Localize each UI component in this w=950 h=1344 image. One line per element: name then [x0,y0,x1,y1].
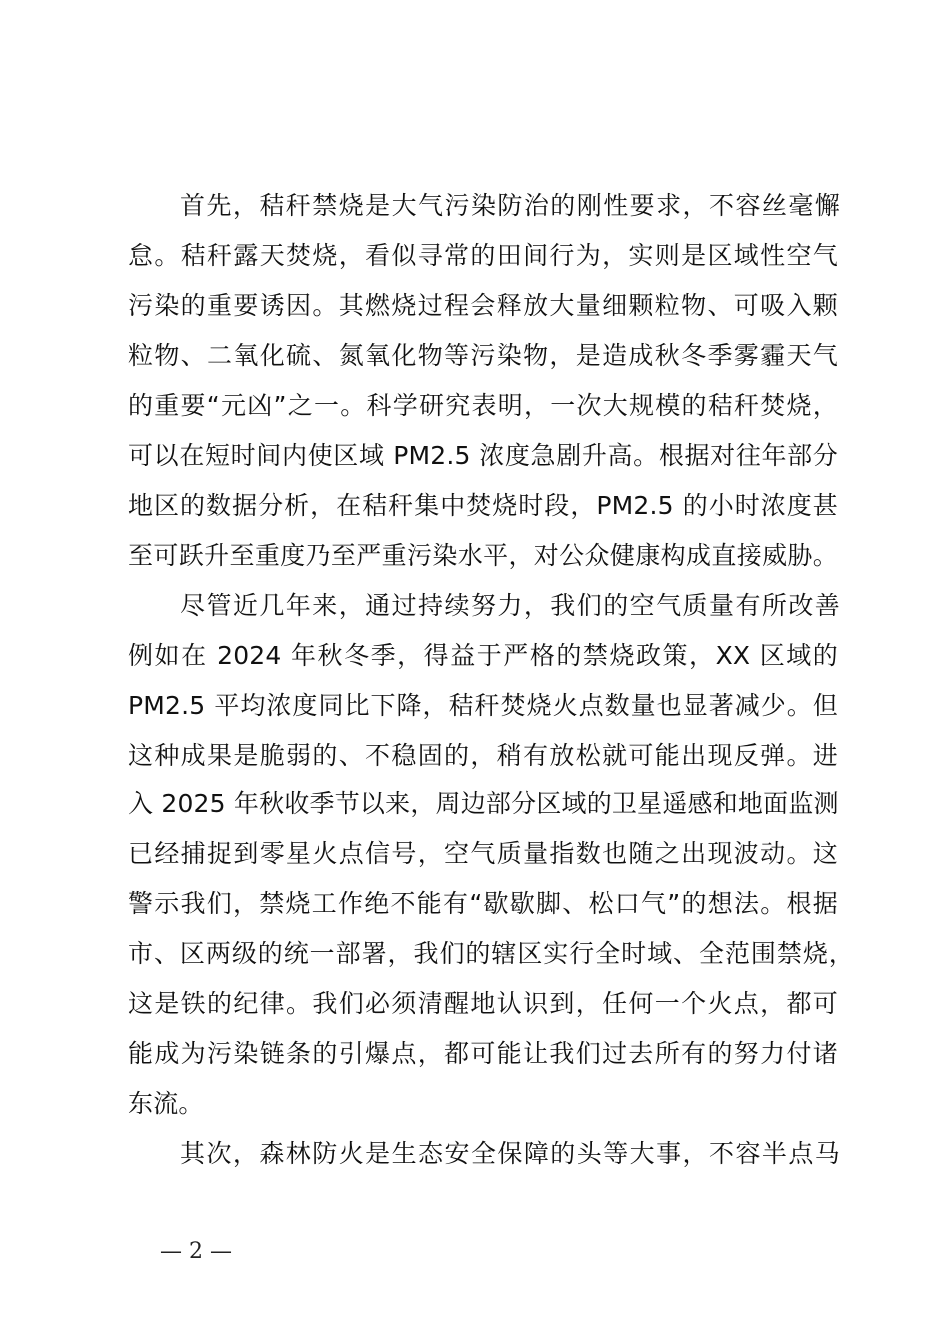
paragraph-2-line-6: 已经捕捉到零星火点信号，空气质量指数也随之出现波动。这 [128,839,838,868]
paragraph-1-line-2: 怠。秸秆露天焚烧，看似寻常的田间行为，实则是区域性空气 [128,241,838,270]
paragraph-1-line-4: 粒物、二氧化硫、氮氧化物等污染物，是造成秋冬季雾霾天气 [128,341,838,370]
paragraph-1-line-1: 首先，秸秆禁烧是大气污染防治的刚性要求，不容丝毫懈 [180,191,840,220]
paragraph-2-line-10: 能成为污染链条的引爆点，都可能让我们过去所有的努力付诸 [128,1039,838,1068]
paragraph-2-line-2: 例如在 2024 年秋冬季，得益于严格的禁烧政策，XX 区域的 [128,641,838,670]
paragraph-1-line-8: 至可跃升至重度乃至严重污染水平，对公众健康构成直接威胁。 [128,541,838,570]
paragraph-1-line-3: 污染的重要诱因。其燃烧过程会释放大量细颗粒物、可吸入颗 [128,291,838,320]
paragraph-2-line-9: 这是铁的纪律。我们必须清醒地认识到，任何一个火点，都可 [128,989,838,1018]
paragraph-2-line-8: 市、区两级的统一部署，我们的辖区实行全时域、全范围禁烧， [128,939,854,968]
paragraph-2-line-3: PM2.5 平均浓度同比下降，秸秆焚烧火点数量也显著减少。但 [128,691,838,720]
paragraph-1-line-5: 的重要“元凶”之一。科学研究表明，一次大规模的秸秆焚烧， [128,391,838,420]
paragraph-1-line-7: 地区的数据分析，在秸秆集中焚烧时段，PM2.5 的小时浓度甚 [128,491,838,520]
page-number: — 2 — [160,1239,232,1264]
paragraph-2-line-7: 警示我们，禁烧工作绝不能有“歇歇脚、松口气”的想法。根据 [128,889,838,918]
paragraph-3-line-1: 其次，森林防火是生态安全保障的头等大事，不容半点马 [180,1139,840,1168]
paragraph-2-line-4: 这种成果是脆弱的、不稳固的，稍有放松就可能出现反弹。进 [128,741,838,770]
paragraph-2-line-5: 入 2025 年秋收季节以来，周边部分区域的卫星遥感和地面监测 [128,789,839,818]
paragraph-2-line-1: 尽管近几年来，通过持续努力，我们的空气质量有所改善 [180,591,840,620]
paragraph-2-line-11: 东流。 [128,1089,204,1118]
paragraph-1-line-6: 可以在短时间内使区域 PM2.5 浓度急剧升高。根据对往年部分 [128,441,838,470]
